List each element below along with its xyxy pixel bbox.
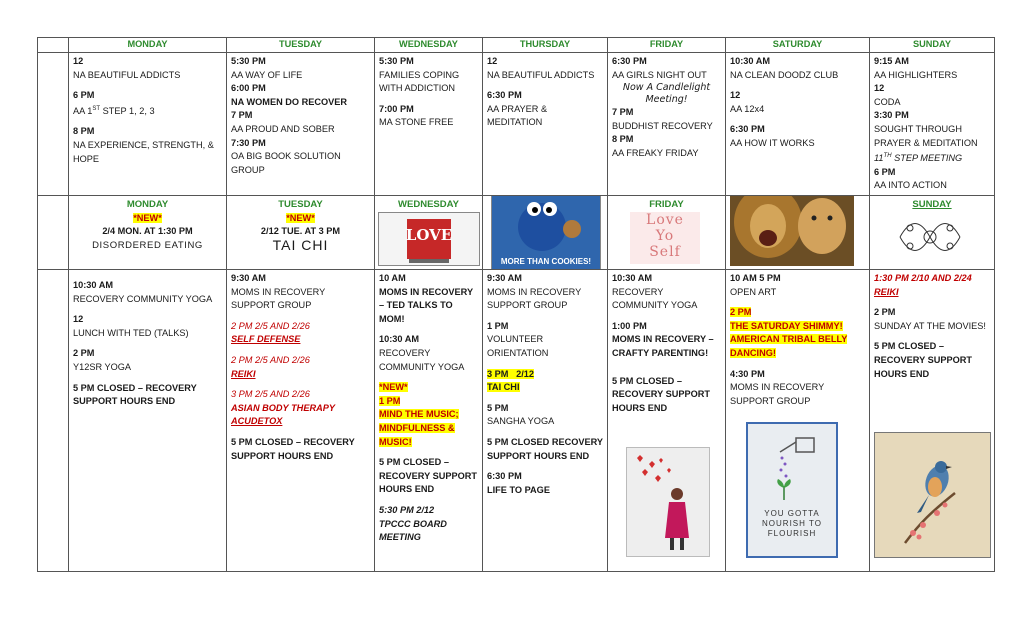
meeting-time: 6:00 PM bbox=[231, 83, 266, 94]
program-name: LIFE TO PAGE bbox=[487, 484, 550, 495]
meeting-time: 7 PM bbox=[231, 110, 253, 121]
meeting-name: BUDDHIST RECOVERY bbox=[612, 120, 713, 131]
meeting-name: AA HOW IT WORKS bbox=[730, 137, 815, 148]
featured-day: MONDAY bbox=[126, 199, 169, 210]
meeting-time: 10:30 AM bbox=[730, 56, 770, 66]
day-header-thursday: THURSDAY bbox=[483, 38, 608, 53]
meetings-tuesday bbox=[227, 53, 375, 196]
girl-balloons-image bbox=[626, 447, 710, 557]
meeting-name: FAMILIES COPING WITH ADDICTION bbox=[379, 69, 460, 94]
meeting-name: AA WAY OF LIFE bbox=[231, 69, 303, 80]
program-name: REIKI bbox=[874, 286, 899, 297]
program-time: 10:30 AM bbox=[612, 273, 652, 283]
meeting-time: 6:30 PM bbox=[730, 124, 765, 135]
program-time: 9:30 AM bbox=[231, 273, 266, 283]
new-badge: *NEW* bbox=[286, 212, 315, 223]
love-yo-self-line: Yo bbox=[655, 228, 675, 244]
meeting-name: AA PROUD AND SOBER bbox=[231, 123, 335, 134]
day-header-saturday: SATURDAY bbox=[726, 38, 870, 53]
meeting-name-part: STEP 1, 2, 3 bbox=[100, 105, 155, 116]
love-yo-self-image bbox=[630, 212, 700, 264]
featured-monday bbox=[69, 196, 227, 270]
program-name: MOMS IN RECOVERY SUPPORT GROUP bbox=[487, 286, 582, 311]
program-time: 5:30 PM 2/12 bbox=[379, 504, 435, 515]
meetings-label-cell bbox=[38, 53, 69, 196]
watering-can-icon bbox=[748, 424, 836, 504]
program-time: 10 AM 5 PM bbox=[730, 273, 781, 283]
cookie-monster-image bbox=[491, 196, 601, 270]
superscript: TH bbox=[883, 153, 892, 160]
closing-notice: 5 PM CLOSED – RECOVERY SUPPORT HOURS END bbox=[73, 382, 197, 407]
program-time: 2 PM bbox=[73, 348, 95, 359]
featured-tuesday bbox=[227, 196, 375, 270]
meeting-time: 7 PM bbox=[612, 107, 634, 118]
program-name: RECOVERY COMMUNITY YOGA bbox=[379, 347, 465, 372]
meeting-name: AA GIRLS NIGHT OUT bbox=[612, 69, 707, 80]
program-time: 10 AM bbox=[379, 273, 406, 283]
meeting-name: AA FREAKY FRIDAY bbox=[612, 147, 699, 158]
love-sculpture-drawing bbox=[379, 213, 479, 265]
meeting-name: NA EXPERIENCE, STRENGTH, & HOPE bbox=[73, 140, 214, 164]
meetings-sunday bbox=[870, 53, 995, 196]
featured-thursday bbox=[483, 196, 608, 270]
programs-saturday bbox=[726, 270, 870, 572]
girl-balloons-drawing bbox=[627, 448, 709, 556]
meeting-time: 3:30 PM bbox=[874, 110, 909, 121]
new-badge: *NEW* bbox=[133, 212, 162, 223]
meeting-name: CODA bbox=[874, 96, 901, 107]
love-sculpture-image bbox=[378, 212, 480, 266]
day-header-monday: MONDAY bbox=[69, 38, 227, 53]
meeting-time: 8 PM bbox=[73, 126, 95, 137]
nourish-poster-text: YOU GOTTA NOURISH TO FLOURISH bbox=[762, 508, 822, 538]
program-name: MOMS IN RECOVERY – TED TALKS TO MOM! bbox=[379, 286, 473, 324]
meetings-friday bbox=[608, 53, 726, 196]
meeting-name: SOUGHT THROUGH PRAYER & MEDITATION bbox=[874, 123, 978, 148]
meeting-time: 5:30 PM bbox=[231, 56, 266, 66]
program-time: 2 PM bbox=[874, 307, 896, 318]
meeting-name: NA BEAUTIFUL ADDICTS bbox=[487, 69, 595, 80]
programs-monday bbox=[69, 270, 227, 572]
program-time: 2 PM 2/5 AND 2/26 bbox=[231, 354, 310, 365]
meeting-time: 7:30 PM bbox=[231, 137, 266, 148]
day-header-friday: FRIDAY bbox=[608, 38, 726, 53]
program-time: 2 PM bbox=[730, 307, 752, 318]
programs-wednesday bbox=[375, 270, 483, 572]
featured-day: WEDNESDAY bbox=[398, 199, 459, 210]
program-time: 1:30 PM 2/10 AND 2/24 bbox=[874, 273, 972, 283]
closing-notice: 5 PM CLOSED RECOVERY SUPPORT HOURS END bbox=[487, 436, 603, 461]
ornament-image bbox=[890, 214, 970, 260]
closing-notice: 5 PM CLOSED – RECOVERY SUPPORT HOURS END bbox=[231, 436, 355, 461]
meeting-time: 12 bbox=[487, 56, 498, 66]
meeting-time: 12 bbox=[73, 56, 84, 66]
lions-image bbox=[730, 196, 854, 267]
program-time: 12 bbox=[73, 314, 84, 325]
meeting-time: 12 bbox=[730, 90, 741, 101]
program-name: LUNCH WITH TED (TALKS) bbox=[73, 327, 189, 338]
closing-notice: 5 PM CLOSED – RECOVERY SUPPORT HOURS END bbox=[379, 457, 478, 495]
meeting-name-part: AA 1 bbox=[73, 105, 93, 116]
meeting-time: 6:30 PM bbox=[487, 90, 522, 101]
day-header-wednesday: WEDNESDAY bbox=[375, 38, 483, 53]
meeting-name: AA PRAYER & MEDITATION bbox=[487, 103, 548, 128]
day-header-tuesday: TUESDAY bbox=[227, 38, 375, 53]
meeting-time: 6:30 PM bbox=[612, 56, 647, 66]
bird-painting-drawing bbox=[875, 433, 990, 557]
program-name: RECOVERY COMMUNITY YOGA bbox=[612, 286, 698, 311]
meetings-row bbox=[38, 53, 995, 196]
meetings-thursday bbox=[483, 53, 608, 196]
candlelight-note: Now A Candlelight Meeting! bbox=[622, 82, 711, 106]
event-title: TAI CHI bbox=[272, 236, 329, 253]
program-name: MOMS IN RECOVERY SUPPORT GROUP bbox=[730, 382, 825, 406]
program-time: 10:30 AM bbox=[379, 334, 419, 345]
featured-day: FRIDAY bbox=[649, 199, 684, 210]
featured-friday bbox=[608, 196, 726, 270]
program-time: 3 PM 2/5 AND 2/26 bbox=[231, 389, 310, 400]
event-datetime: 2/12 TUE. AT 3 PM bbox=[260, 226, 341, 237]
program-name: RECOVERY COMMUNITY YOGA bbox=[73, 293, 213, 304]
meetings-monday bbox=[69, 53, 227, 196]
program-name: Y12SR YOGA bbox=[73, 361, 132, 372]
meeting-name: AA HIGHLIGHTERS bbox=[874, 69, 958, 80]
program-time: 1 PM bbox=[487, 320, 509, 331]
meeting-time: 6 PM bbox=[73, 90, 95, 101]
featured-saturday bbox=[726, 196, 870, 270]
program-name: TAI CHI bbox=[487, 382, 520, 393]
program-time: 4:30 PM bbox=[730, 368, 765, 379]
love-yo-self-line: Love bbox=[646, 212, 684, 228]
meeting-time: 7:00 PM bbox=[379, 103, 414, 114]
calendar-table bbox=[37, 37, 995, 572]
featured-day: TUESDAY bbox=[278, 199, 323, 210]
featured-wednesday bbox=[375, 196, 483, 270]
love-text: LOVE bbox=[405, 226, 453, 244]
meeting-name: NA BEAUTIFUL ADDICTS bbox=[73, 69, 181, 80]
new-badge: *NEW* bbox=[379, 382, 408, 393]
meeting-time: 5:30 PM bbox=[379, 56, 414, 66]
program-name: TPCCC BOARD MEETING bbox=[379, 518, 447, 543]
programs-row bbox=[38, 270, 995, 572]
meeting-time: 9:15 AM bbox=[874, 56, 909, 66]
program-name: MOMS IN RECOVERY – CRAFTY PARENTING! bbox=[612, 334, 714, 358]
program-name: OPEN ART bbox=[730, 286, 777, 297]
love-yo-self-line: Self bbox=[649, 244, 681, 260]
meeting-name-part: STEP MEETING bbox=[891, 153, 963, 164]
meme-bottom-text: MORE THAN COOKIES! bbox=[500, 257, 592, 266]
program-name: REIKI bbox=[231, 368, 256, 379]
program-time: 2 PM 2/5 AND 2/26 bbox=[231, 320, 310, 331]
program-name: THE SATURDAY SHIMMY! AMERICAN TRIBAL BELLY DANCING! bbox=[730, 320, 848, 358]
event-datetime: 2/4 MON. AT 1:30 PM bbox=[102, 226, 193, 237]
meetings-wednesday bbox=[375, 53, 483, 196]
meeting-name: NA CLEAN DOODZ CLUB bbox=[730, 69, 839, 80]
day-header-row bbox=[38, 38, 995, 53]
program-time: 10:30 AM bbox=[73, 280, 113, 290]
ornament-drawing bbox=[890, 214, 970, 260]
program-time: 1:00 PM bbox=[612, 320, 647, 331]
program-name: ASIAN BODY THERAPY bbox=[231, 402, 335, 413]
featured-sunday bbox=[870, 196, 995, 270]
lions-drawing bbox=[730, 196, 854, 267]
programs-thursday bbox=[483, 270, 608, 572]
bird-painting-image bbox=[874, 432, 991, 558]
program-name: MIND THE MUSIC; MINDFULNESS & MUSIC! bbox=[379, 409, 459, 447]
nourish-poster-image bbox=[746, 422, 838, 558]
program-name: VOLUNTEER ORIENTATION bbox=[487, 334, 549, 358]
meeting-name: AA 12x4 bbox=[730, 103, 765, 114]
meeting-name: OA BIG BOOK SOLUTION GROUP bbox=[231, 151, 341, 175]
program-name: SANGHA YOGA bbox=[487, 416, 555, 427]
programs-friday bbox=[608, 270, 726, 572]
closing-notice: 5 PM CLOSED – RECOVERY SUPPORT HOURS END bbox=[874, 341, 973, 379]
event-title: DISORDERED EATING bbox=[92, 239, 203, 251]
day-header-sunday: SUNDAY bbox=[870, 38, 995, 53]
meeting-name bbox=[874, 150, 990, 166]
programs-tuesday bbox=[227, 270, 375, 572]
meeting-name: MA STONE FREE bbox=[379, 117, 454, 128]
program-time: 5 PM bbox=[487, 402, 509, 413]
meeting-time: 12 bbox=[874, 83, 885, 94]
program-name: SELF DEFENSE bbox=[231, 334, 301, 345]
cookie-monster-drawing bbox=[492, 196, 600, 270]
meeting-time: 8 PM bbox=[612, 134, 634, 145]
meetings-saturday bbox=[726, 53, 870, 196]
featured-day: SUNDAY bbox=[912, 199, 952, 210]
program-name: MOMS IN RECOVERY SUPPORT GROUP bbox=[231, 286, 326, 311]
superscript: ST bbox=[92, 105, 101, 112]
programs-sunday bbox=[870, 270, 995, 572]
program-time: 9:30 AM bbox=[487, 273, 522, 283]
program-name: ACUDETOX bbox=[231, 416, 283, 427]
programs-label-cell bbox=[38, 270, 69, 572]
program-time: 3 PM 2/12 bbox=[487, 368, 534, 379]
meeting-name-part: 11 bbox=[874, 153, 884, 164]
corner-cell bbox=[38, 38, 69, 53]
program-time: 1 PM bbox=[379, 395, 401, 406]
meeting-time: 6 PM bbox=[874, 166, 896, 177]
program-time: 6:30 PM bbox=[487, 471, 522, 482]
program-name: SUNDAY AT THE MOVIES! bbox=[874, 320, 986, 331]
meeting-name: AA INTO ACTION bbox=[874, 180, 947, 191]
meeting-name bbox=[73, 103, 222, 119]
closing-notice: 5 PM CLOSED – RECOVERY SUPPORT HOURS END bbox=[612, 375, 711, 413]
meeting-name: NA WOMEN DO RECOVER bbox=[231, 96, 348, 107]
featured-label-cell bbox=[38, 196, 69, 270]
featured-row bbox=[38, 196, 995, 270]
